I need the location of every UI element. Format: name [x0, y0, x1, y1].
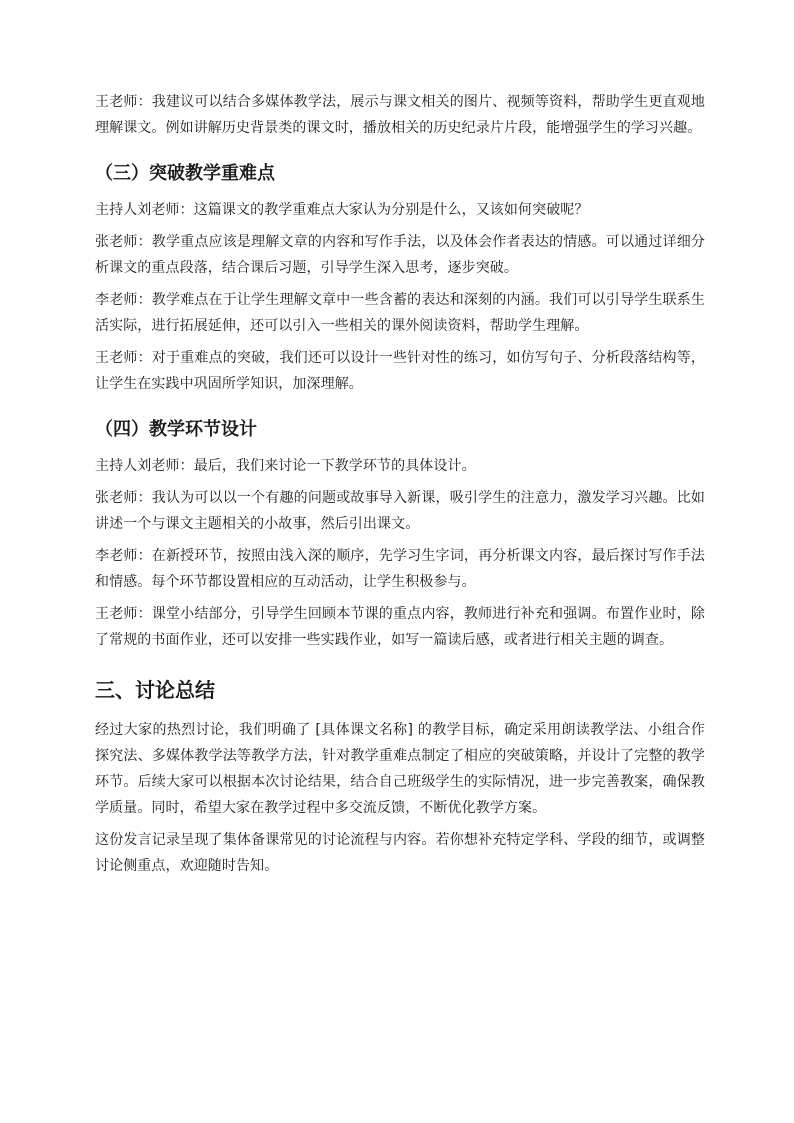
heading-key-difficult-points: （三）突破教学重难点	[95, 163, 275, 184]
host-design-paragraph: 主持人刘老师：最后，我们来讨论一下教学环节的具体设计。	[95, 458, 476, 474]
wang-summary-homework-paragraph: 王老师：课堂小结部分，引导学生回顾本节课的重点内容，教师进行补充和强调。布置作业时，除了常规的书面作业，还可以安排一些实践作业，如写一篇读后感，或者进行相关主题的调查。	[95, 606, 705, 648]
zhang-key-points-paragraph: 张老师：教学重点应该是理解文章的内容和写作手法，以及体会作者表达的情感。可以通过详细分析课文的重点段落，结合课后习题，引导学生深入思考，逐步突破。	[95, 234, 705, 276]
wang-multimedia-paragraph: 王老师：我建议可以结合多媒体教学法，展示与课文相关的图片、视频等资料，帮助学生更直观地理解课文。例如讲解历史背景类的课文时，播放相关的历史纪录片片段，能增强学生的学习兴趣。	[95, 94, 705, 136]
host-question-paragraph: 主持人刘老师：这篇课文的教学重难点大家认为分别是什么，又该如何突破呢？	[95, 202, 589, 218]
heading-teaching-design: （四）教学环节设计	[95, 419, 257, 440]
zhang-intro-paragraph: 张老师：我认为可以以一个有趣的问题或故事导入新课，吸引学生的注意力，激发学习兴趣。比如讲述一个与课文主题相关的小故事，然后引出课文。	[95, 490, 705, 532]
closing-paragraph: 这份发言记录呈现了集体备课常见的讨论流程与内容。若你想补充特定学科、学段的细节，或调整讨论侧重点，欢迎随时告知。	[95, 832, 705, 874]
li-difficult-points-paragraph: 李老师：教学难点在于让学生理解文章中一些含蓄的表达和深刻的内涵。我们可以引导学生联系生活实际，进行拓展延伸，还可以引入一些相关的课外阅读资料，帮助学生理解。	[95, 292, 705, 334]
document-page	[95, 89, 705, 885]
wang-practice-paragraph: 王老师：对于重难点的突破，我们还可以设计一些针对性的练习，如仿写句子、分析段落结构等，让学生在实践中巩固所学知识，加深理解。	[95, 350, 705, 392]
li-new-lesson-paragraph: 李老师：在新授环节，按照由浅入深的顺序，先学习生字词，再分析课文内容，最后探讨写作手法和情感。每个环节都设置相应的互动活动，让学生积极参与。	[95, 548, 705, 590]
summary-paragraph: 经过大家的热烈讨论，我们明确了 [具体课文名称] 的教学目标，确定采用朗读教学法、小组合作探究法、多媒体教学法等教学方法，针对教学重难点制定了相应的突破策略，并设计了完整的教学环节。后续大家可以根据本次讨论结果，结合自己班级学生的实际情况，进一步完善教案，确保教学质量。同时，希望大家在教学过程中多交流反馈，不断优化教学方案。	[95, 722, 705, 816]
heading-discussion-summary: 三、讨论总结	[95, 678, 215, 702]
